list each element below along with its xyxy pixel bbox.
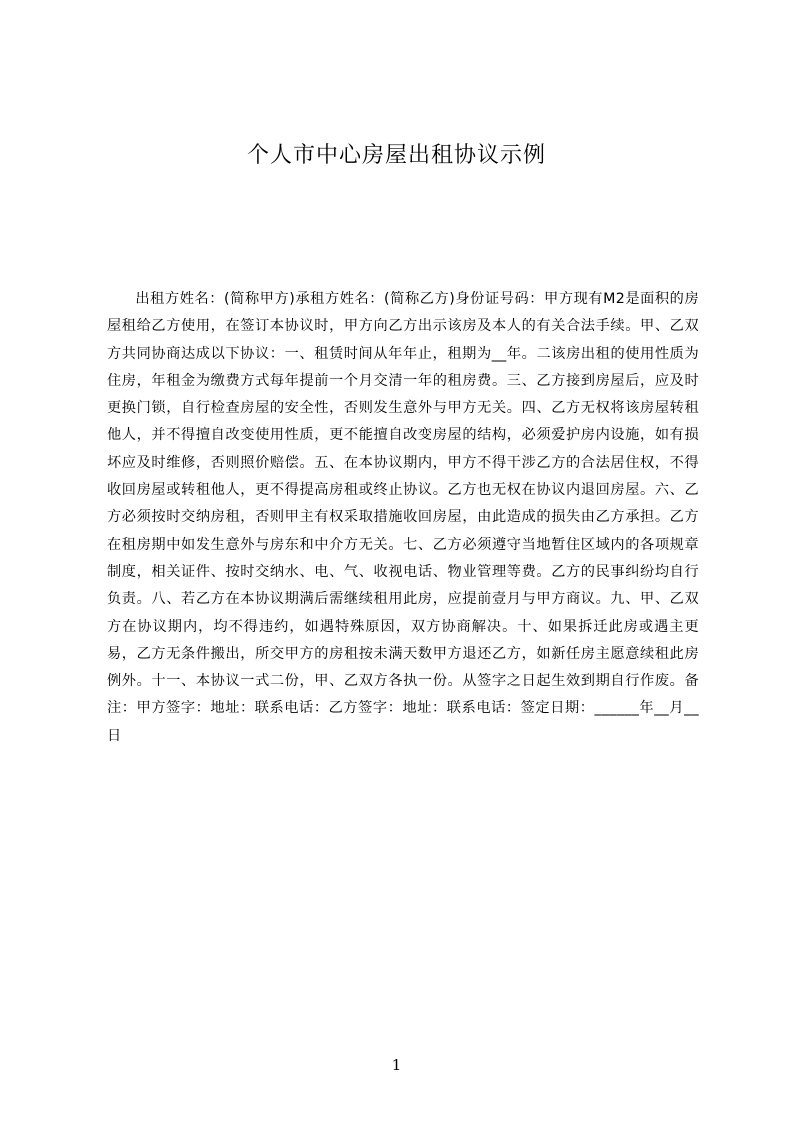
- page-number: 1: [391, 1056, 402, 1074]
- document-title: 个人市中心房屋出租协议示例: [246, 143, 546, 168]
- agreement-body: 出租方姓名：(简称甲方)承租方姓名：(简称乙方)身份证号码：甲方现有M2是面积的房屋租给乙方使用，在签订本协议时，甲方向乙方出示该房及本人的有关合法手续。甲、乙双方共同协商达成以下协议：一、租赁时间从年年止，租期为__年。二该房出租的使用性质为住房，年租金为缴费方式每年提前一个月交清一年的租房费。三、乙方接到房屋后，应及时更换门锁，自行检查房屋的安全性，否则发生意外与甲方无关。四、乙方无权将该房屋转租他人，并不得擅自改变使用性质，更不能擅自改变房屋的结构，必须爱护房内设施，如有损坏应及时维修，否则照价赔偿。五、在本协议期内，甲方不得干涉乙方的合法居住权，不得收回房屋或转租他人，更不得提高房租或终止协议。乙方也无权在协议内退回房屋。六、乙方必须按时交纳房租，否则甲主有权采取措施收回房屋，由此造成的损失由乙方承担。乙方在租房期中如发生意外与房东和中介方无关。七、乙方必须遵守当地暂住区域内的各项规章制度，相关证件、按时交纳水、电、气、收视电话、物业管理等费。乙方的民事纠纷均自行负责。八、若乙方在本协议期满后需继续租用此房，应提前壹月与甲方商议。九、甲、乙双方在协议期内，均不得违约，如遇特殊原因，双方协商解决。十、如果拆迁此房或遇主更易，乙方无条件搬出，所交甲方的房租按未满天数甲方退还乙方，如新任房主愿意续租此房例外。十一、本协议一式二份，甲、乙双方各执一份。从签字之日起生效到期自行作废。备注：甲方签字：地址：联系电话：乙方签字：地址：联系电话：签定日期：______年__月__日: [107, 291, 699, 744]
